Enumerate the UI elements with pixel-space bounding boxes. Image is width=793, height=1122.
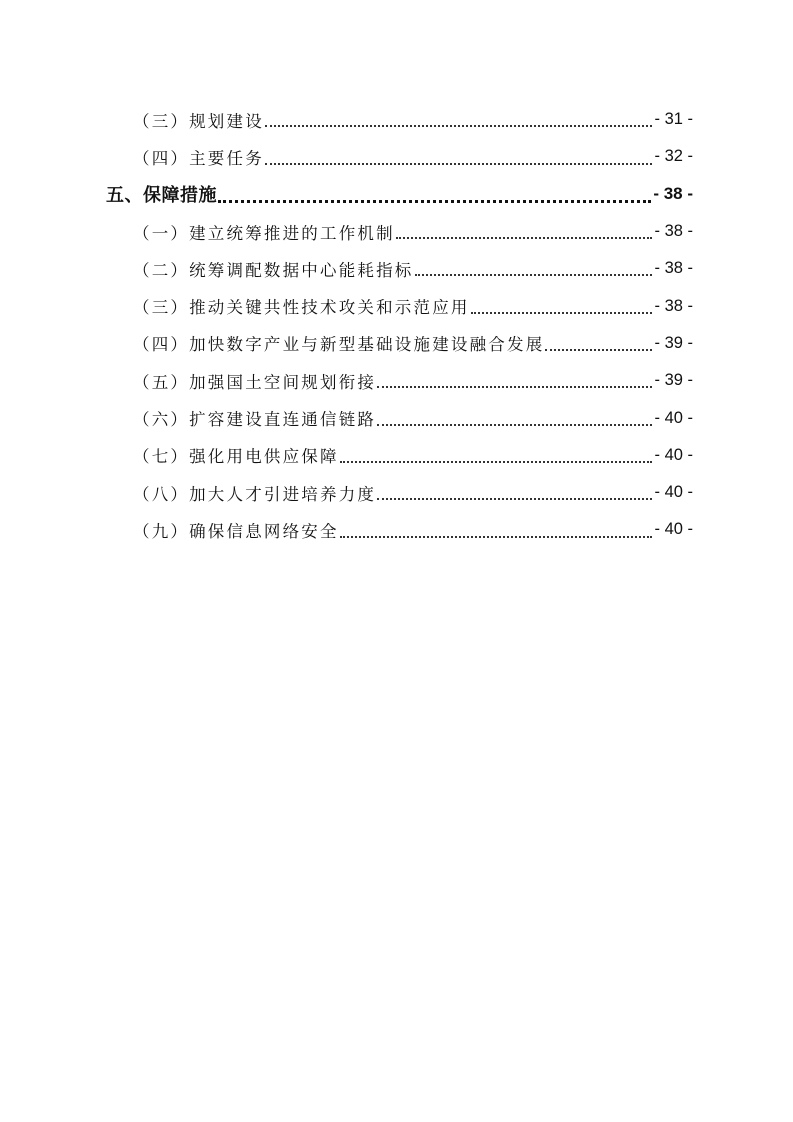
toc-dot-leader: [218, 200, 651, 203]
toc-page-number: - 39 -: [654, 371, 693, 390]
toc-entry-coordination-mechanism[interactable]: [0, 213, 793, 250]
toc-entry-energy-quota[interactable]: [0, 250, 793, 287]
toc-dot-leader: [396, 237, 653, 239]
toc-chapter-title: 五、保障措施: [106, 185, 217, 207]
toc-page-number: - 32 -: [654, 147, 693, 166]
toc-dot-leader: [545, 349, 652, 351]
toc-page-number: - 40 -: [654, 445, 693, 464]
toc-entry-talent-recruitment[interactable]: [0, 474, 793, 511]
toc-dot-leader: [265, 163, 653, 165]
toc-entry-title: （六）扩容建设直连通信链路: [133, 410, 377, 430]
toc-page-number: - 31 -: [654, 110, 693, 129]
toc-page-number: - 40 -: [654, 520, 693, 539]
toc-page-number: - 39 -: [654, 333, 693, 352]
toc-page-number: - 38 -: [654, 296, 693, 315]
toc-entry-title: （九）确保信息网络安全: [133, 521, 339, 541]
toc-entry-digital-industry-integration[interactable]: [0, 325, 793, 362]
toc-page-number: - 38 -: [653, 184, 693, 204]
toc-entry-direct-communication-links[interactable]: [0, 399, 793, 436]
toc-entry-main-tasks[interactable]: [0, 138, 793, 175]
toc-page-number: - 38 -: [654, 259, 693, 278]
toc-entry-title: （二）统筹调配数据中心能耗指标: [133, 260, 414, 280]
toc-page-number: - 40 -: [654, 483, 693, 502]
toc-dot-leader: [340, 536, 653, 538]
toc-entry-network-security[interactable]: [0, 511, 793, 548]
toc-entry-power-supply[interactable]: [0, 437, 793, 474]
toc-entry-title: （三）规划建设: [133, 111, 264, 131]
toc-entry-title: （八）加大人才引进培养力度: [133, 484, 377, 504]
toc-dot-leader: [415, 274, 653, 276]
toc-entry-planning-construction[interactable]: [0, 101, 793, 138]
toc-dot-leader: [471, 312, 653, 314]
toc-entry-title: （一）建立统筹推进的工作机制: [133, 223, 395, 243]
toc-entry-title: （七）强化用电供应保障: [133, 447, 339, 467]
toc-dot-leader: [377, 498, 652, 500]
toc-page-number: - 38 -: [654, 222, 693, 241]
toc-entry-key-technology[interactable]: [0, 287, 793, 324]
table-of-contents: [0, 101, 793, 549]
toc-entry-title: （三）推动关键共性技术攻关和示范应用: [133, 298, 470, 318]
toc-entry-title: （四）加快数字产业与新型基础设施建设融合发展: [133, 335, 545, 355]
toc-entry-spatial-planning[interactable]: [0, 362, 793, 399]
toc-entry-title: （五）加强国土空间规划衔接: [133, 372, 377, 392]
toc-dot-leader: [340, 461, 653, 463]
toc-dot-leader: [265, 125, 653, 127]
toc-dot-leader: [377, 386, 652, 388]
toc-page-number: - 40 -: [654, 408, 693, 427]
toc-chapter-safeguard-measures[interactable]: [0, 176, 793, 213]
toc-entry-title: （四）主要任务: [133, 148, 264, 168]
toc-dot-leader: [377, 424, 652, 426]
